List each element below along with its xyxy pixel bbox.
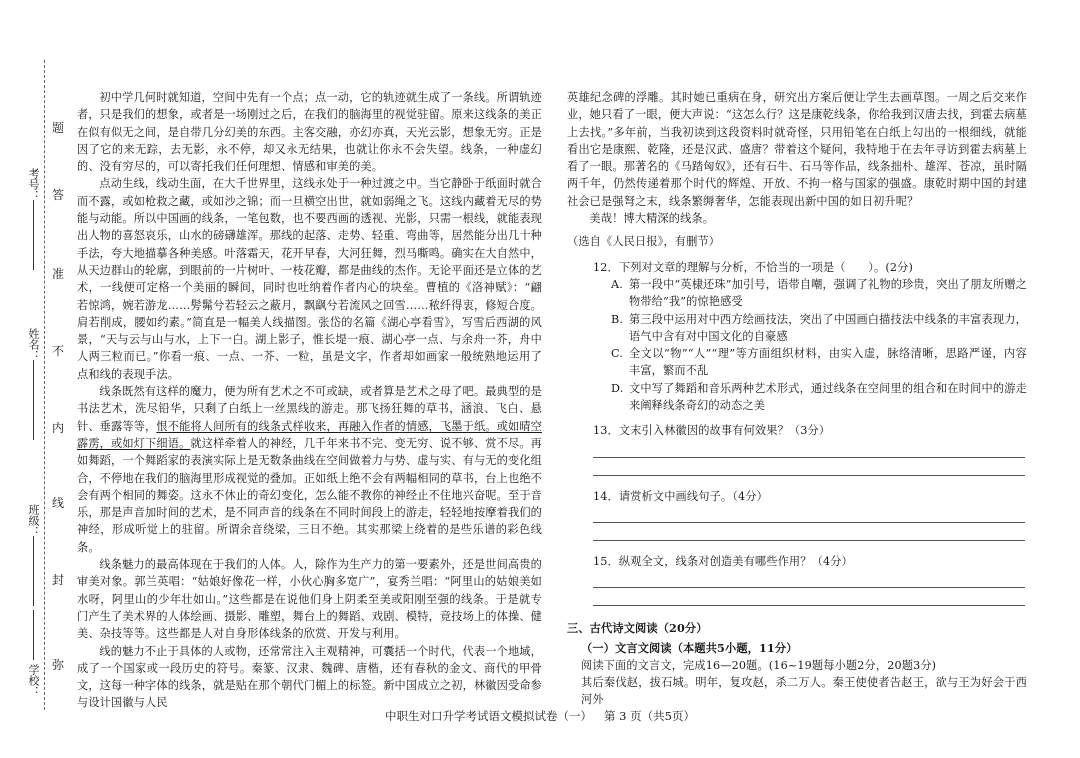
question-12-options [567,276,1027,414]
exam-number-field[interactable] [33,200,34,270]
paragraph-text: 线条既然有这样的魔力，便为所有艺术之不可或缺，或者算是艺术之母了吧。最典型的是书法艺术，洗尽铅华，只剩了白纸上一丝黑线的游走。那飞扬狂舞的草书，涵浪、飞白、悬针、垂露等等， [77,385,542,433]
seal-char: 不 [51,344,64,358]
paragraph: 点动生线，线动生面，在大千世界里，这线永处于一种过渡之中。当它静卧于纸面时就合而不露，或如枪救之藏，或如沙之锦；而一旦横空出世，就如弱绳之飞。这线内藏着无尽的势能与动能。所以中国画的线条，一笔包数，也不要西画的透视、光影，只需一根线，就能表现出人物的喜怒哀乐，山水的磅礴雄浑。那线的起落、走势、轻重、弯曲等，居然能分出几十种手法，夸大地描摹各种美感。叶落霜天，花开早春，大河狂舞，烈马嘶鸣。确实在大自然中，从天边群山的轮廓，到眼前的一片树叶、一枝花瓣，都是曲线的杰作。无论平面还是立体的艺术，一线便可定格一个美丽的瞬间，同时也吐纳着作者内心的块垒。曹植的《洛神赋》：“翩若惊鸿，婉若游龙……髣髴兮若轻云之蔽月，飘飖兮若流风之回雪……秾纤得衷，修短合度。肩若削成，腰如约素。”简直是一幅美人线描图。张岱的名篇《湖心亭看雪》，写雪后西湖的风景，“天与云与山与水，上下一白。湖上影子，惟长堤一痕、湖心亭一点、与余舟一芥，舟中人两三粒而已。”你看一痕、一点、一芥、一粒，虽是文字，作者却如画家一般统熟地运用了点和线的表现手法。 [77,177,542,381]
seal-char: 线 [51,496,64,510]
exam-number-label: 考号： [27,168,40,201]
left-column [77,89,542,712]
name-field[interactable] [33,360,34,440]
seal-char: 弥 [51,658,64,672]
seal-char: 准 [51,267,64,281]
school-field[interactable] [33,610,34,660]
right-column [567,89,1027,709]
answer-line[interactable] [593,505,1025,523]
source-note: （选自《人民日报》，有删节） [567,235,721,249]
page-footer [0,708,1080,724]
option-text: 全文以“物”“人”“理”等方面组织材料，由实入虚，脉络清晰，思路严谨，内容丰富，繁而不乱 [629,347,1027,378]
class-field[interactable] [33,536,34,606]
seal-char: 内 [51,421,64,435]
paragraph: 线的魅力不止于具体的人或物，还常常注入主观精神，可囊括一个时代，代表一个地域，成了一个国家或一段历史的符号。秦篆、汉隶、魏碑、唐楷，还有春秋的金文、商代的甲骨文，这每一种字体的线条，就是贴在那个朝代门楣上的标签。新中国成立之初，林徽因受命参与设计国徽与人民 [77,644,542,710]
paragraph: 初中学几何时就知道，空间中先有一个点；点一动，它的轨迹就生成了一条线。所谓轨迹者，只是我们的想象，或者是一场刚过之后，在我们的脑海里的视觉驻留。原来这线条的美正在似有似无之间，是自带几分幻美的东西。主客交融，亦幻亦真，天光云影，想象无穷。正是因了它的来无踪，去无影，永不停，却又永无结果，也就让你永不会失望。线条，一种虚幻的、没有穷尽的，可以寄托我们任何理想、情感和审美的美。 [77,91,542,174]
answer-line[interactable] [593,523,1025,541]
option-text: 第一段中“英棣还珠”加引号，语带自嘲，强调了礼物的珍贵，突出了朋友所赠之物带给“我”的惊艳感受 [629,277,1027,309]
paragraph: 线条魅力的最高体现在于我们的人体。人，除作为生产力的第一要素外，还是世间高贵的审美对象。郭兰英唱：“姑娘好像花一样，小伙心胸多宽广”，宴秀兰唱：“阿里山的姑娘美如水呀，阿里山的少年壮如山。”这些都是在说他们身上阴柔至美或阳刚至强的线条。于是就专门产生了美术界的人体绘画、摄影、雕塑，舞台上的舞蹈、戏剧、模特，竞技场上的体操、健美、杂技等等。这些都是人对自身形体线条的欣赏、开发与利用。 [77,558,542,641]
option-text: 文中写了舞蹈和音乐两种艺术形式，通过线条在空间里的组合和在时间中的游走来阐释线条奇幻的动态之美 [629,381,1027,413]
option-a[interactable] [567,276,1027,311]
paragraph-text: 就这样牵着人的神经，几千年来书不完、变无穷、说不够、赏不尽。再如舞蹈，一个舞蹈家的表演实际上是无数条曲线在空间做着力与势、虚与实、有与无的变化组合，不停地在我们的脑海里形成视觉的叠加。正如纸上绝不会有两幅相同的草书，台上也绝不会有两个相同的舞姿。这永不休止的奇幻变化，怎么能不教你的神经止不住地兴奋呢。至于音乐，那是声音加时间的艺术，是不同声音的线条在不同时间段上的游走，轻轻地按摩着我们的神经，形成听觉上的驻留。所谓余音绕梁，三日不绝。其实那梁上绕着的是些乐谱的彩色线条。 [77,436,542,554]
answer-line[interactable] [593,570,1025,588]
option-letter: B. [611,312,624,326]
question-12-stem: 12．下列对文章的理解与分析，不恰当的一项是（ ）。(2分) [593,260,914,274]
page-number: 第 3 页（共5页） [604,709,695,723]
school-label: 学校： [27,664,40,697]
paragraph: 英雄纪念碑的浮雕。其时她已重病在身，研究出方案后便让学生去画草图。一周之后交来作业，她只看了一眼，便大声说：“这怎么行？这是康乾线条，你给我到汉唐去找，到霍去病墓上去找。”多年前，当我初读到这段资料时就奇怪，只用铅笔在白纸上勾出的一根细线，就能看出它是康熙、乾隆，还是汉武、盛唐？带着这个疑问，我特地于在去年寻访到霍去病墓上看了一眼。那著名的《马踏匈奴》，还有石牛、石马等作品，线条拙朴、雄浑、苍凉，虽时隔两千年，仍然传递着那个时代的辉煌、开放、不拘一格与国家的强盛。康乾时期中国的封建社会已是强弩之末，线条繁缛奢华，怎能表现出新中国的如日初升呢？ [567,91,1027,208]
answer-line[interactable] [593,458,1025,476]
option-c[interactable] [567,345,1027,380]
underlined-sentence: 恨不能将人间所有的线条式样收来，再融入作者的情感，飞墨于纸。或如晴空霹雳，或如灯下细语。 [77,419,542,450]
name-label: 姓名： [27,328,40,361]
seal-char: 答 [51,188,64,202]
section-heading: 三、古代诗文阅读（20分） [567,621,708,636]
binding-dashed-line [44,60,45,710]
option-letter: A. [611,277,623,291]
question-13: 13．文末引入林徽因的故事有何效果？（3分） [593,424,831,438]
question-15: 15．纵观全文，线条对创造美有哪些作用？（4分） [593,554,853,568]
option-b[interactable] [567,311,1027,346]
option-letter: C. [611,347,624,361]
class-label: 班级： [27,504,40,537]
option-text: 第三段中运用对中西方绘画技法，突出了中国画白描技法中线条的丰富表现力，语气中含有对中国文化的自豪感 [629,312,1027,343]
paragraph: 美哉！博大精深的线条。 [589,212,715,226]
question-14: 14．请赏析文中画线句子。（4分） [593,489,768,503]
seal-char: 封 [51,573,64,587]
classical-text: 其后秦伐赵，拔石城。明年，复攻赵，杀二万人。秦王使使者告赵王，欲与王为好会于西河外 [581,676,1027,707]
option-d[interactable] [567,380,1027,415]
reading-instruction: 阅读下面的文言文，完成16—20题。(16~19题每小题2分，20题3分) [581,658,937,672]
subsection-heading: （一）文言文阅读（本题共5小题，11分） [581,640,798,655]
paragraph [77,383,542,556]
answer-line[interactable] [593,440,1025,458]
seal-char: 题 [51,121,64,135]
exam-title: 中职生对口升学考试语文模拟试卷（一） [385,709,593,723]
option-letter: D. [611,381,624,395]
answer-line[interactable] [593,588,1025,606]
